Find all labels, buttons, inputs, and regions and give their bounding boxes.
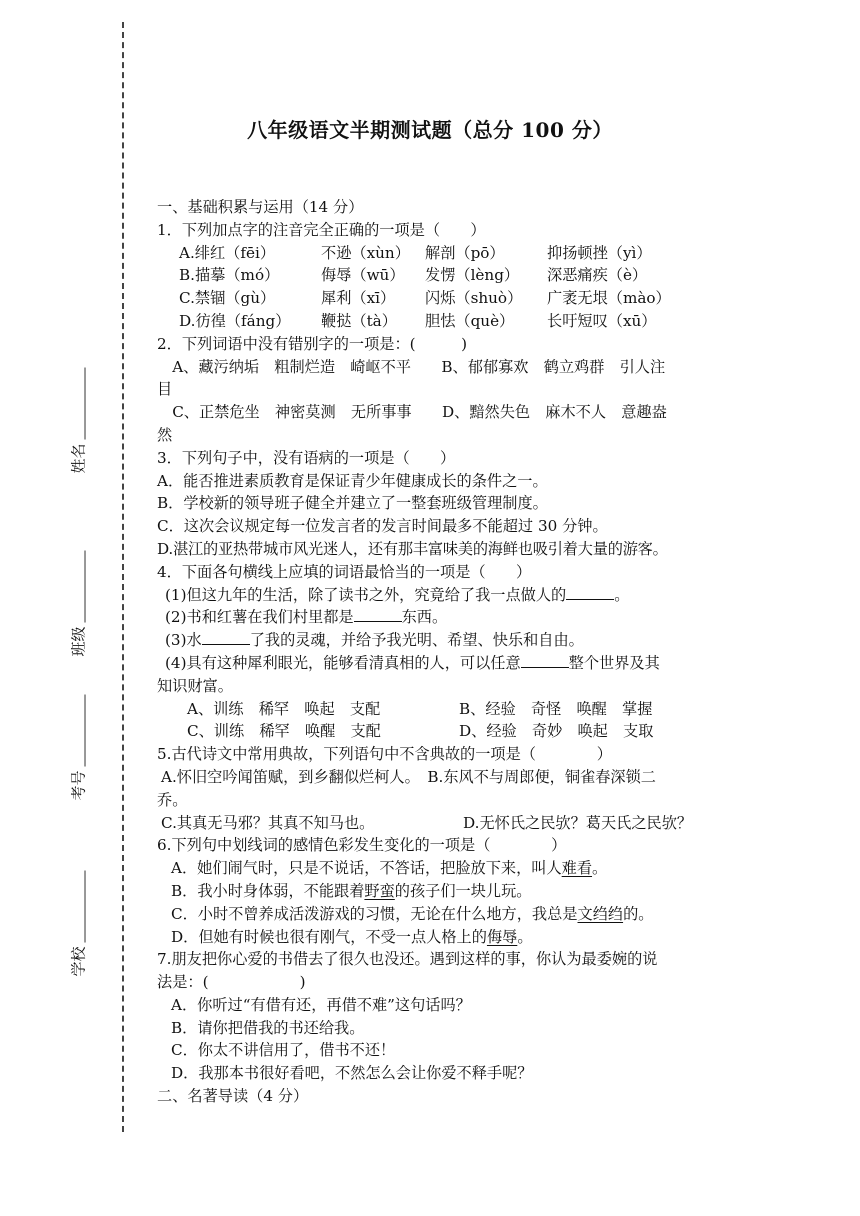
q4-option-a: A、训练 稀罕 唤起 支配	[187, 699, 381, 718]
name-field[interactable]	[48, 365, 108, 475]
q6-option-b: B．我小时身体弱，不能跟着野蛮的孩子们一块儿玩。	[171, 881, 532, 900]
q2-stem: 2．下列词语中没有错别字的一项是：( )	[157, 334, 468, 353]
q5-option-ab-cont: 乔。	[157, 790, 188, 809]
name-blank[interactable]	[71, 367, 86, 439]
section1-heading: 一、基础积累与运用（14 分）	[157, 198, 364, 216]
q3-option-c: C．这次会议规定每一位发言者的发言时间最多不能超过 30 分钟。	[157, 517, 608, 536]
q1-option-b: B.描摹（mó） 侮辱（wū） 发愣（lèng） 深恶痛疾（è）	[179, 266, 648, 285]
school-label: 学校	[69, 945, 88, 977]
q4-blank-3	[202, 629, 250, 645]
q2-option-cd: C、正禁危坐 神密莫测 无所事事 D、黯然失色 麻木不人 意趣盎	[157, 403, 667, 422]
q4-options-cd	[157, 720, 735, 743]
q4-stem: 4．下面各句横线上应填的词语最恰当的一项是（ ）	[157, 562, 532, 581]
exam-number-label: 考号	[69, 769, 88, 801]
q4-sentence-3: (3)水 了我的灵魂，并给予我光明、希望、快乐和自由。	[165, 631, 584, 650]
q7-stem: 7.朋友把你心爱的书借去了很久也没还。遇到这样的事，你认为最委婉的说	[157, 950, 658, 969]
q4-sentence-4: (4)具有这种犀利眼光，能够看清真相的人，可以任意 整个世界及其	[165, 653, 660, 672]
section2-heading: 二、名著导读（4 分）	[157, 1087, 309, 1106]
q4-sentence-4-cont: 知识财富。	[157, 676, 233, 695]
q4-option-b: B、经验 奇怪 唤醒 掌握	[459, 699, 653, 718]
q4-option-c: C、训练 稀罕 唤醒 支配	[187, 722, 381, 741]
q4-blank-1	[566, 584, 614, 600]
q4-sentence-2: (2)书和红薯在我们村里都是 东西。	[165, 608, 448, 627]
exam-number-blank[interactable]	[71, 694, 86, 766]
q6-option-c: C．小时不曾养成活泼游戏的习惯，无论在什么地方，我总是文绉绉的。	[171, 904, 654, 923]
q1-option-c: C.禁锢（gù） 犀利（xī） 闪烁（shuò） 广袤无垠（mào）	[179, 289, 671, 308]
q7-stem-cont: 法是：( )	[157, 973, 306, 992]
q4-options-ab	[157, 698, 735, 721]
q2-option-ab-cont: 目	[157, 380, 173, 399]
class-field[interactable]	[48, 548, 108, 658]
binding-dashed-line	[122, 22, 124, 1132]
q3-option-a: A．能否推进素质教育是保证青少年健康成长的条件之一。	[157, 471, 548, 490]
exam-number-field[interactable]	[48, 692, 108, 802]
q5-options-cd	[157, 812, 735, 835]
q6-stem: 6.下列句中划线词的感情色彩发生变化的一项是（ ）	[157, 836, 567, 855]
q5-option-d: D.无怀氏之民欤？葛天氏之民欤？	[463, 813, 693, 832]
q1-stem: 1．下列加点字的注音完全正确的一项是（ ）	[157, 220, 486, 239]
name-label: 姓名	[69, 442, 88, 474]
q3-option-d: D.湛江的亚热带城市风光迷人，还有那丰富味美的海鲜也吸引着大量的游客。	[157, 539, 668, 558]
school-field[interactable]	[48, 868, 108, 978]
q1-option-d: D.彷徨（fáng） 鞭挞（tà） 胆怯（què） 长吁短叹（xū）	[179, 311, 657, 330]
q4-sentence-1: (1)但这九年的生活，除了读书之外，究竟给了我一点做人的 。	[165, 585, 630, 604]
exam-content	[157, 196, 735, 1108]
q7-option-b: B．请你把借我的书还给我。	[171, 1018, 365, 1037]
q6-option-a: A．她们闹气时，只是不说话，不答话，把脸放下来，叫人难看。	[171, 859, 608, 878]
q7-option-c: C．你太不讲信用了，借书不还！	[171, 1041, 396, 1060]
q2-option-cd-cont: 然	[157, 425, 173, 444]
q7-option-a: A．你听过“有借有还，再借不难”这句话吗？	[171, 995, 471, 1014]
q2-option-ab: A、藏污纳垢 粗制烂造 崎岖不平 B、郁郁寡欢 鹤立鸡群 引人注	[157, 357, 666, 376]
q5-option-ab: A.怀旧空吟闻笛赋，到乡翻似烂柯人。 B.东风不与周郎便，铜雀春深锁二	[161, 767, 656, 786]
q3-option-b: B．学校新的领导班子健全并建立了一整套班级管理制度。	[157, 494, 548, 513]
q5-stem: 5.古代诗文中常用典故，下列语句中不含典故的一项是（ ）	[157, 745, 612, 764]
q3-stem: 3．下列句子中，没有语病的一项是（ ）	[157, 448, 456, 467]
q5-option-c: C.其真无马邪？其真不知马也。	[161, 813, 375, 832]
school-blank[interactable]	[71, 870, 86, 942]
class-label: 班级	[69, 625, 88, 657]
q4-option-d: D、经验 奇妙 唤起 支取	[459, 722, 654, 741]
page-title: 八年级语文半期测试题（总分 100 分）	[247, 118, 613, 142]
q7-option-d: D．我那本书很好看吧，不然怎么会让你爱不释手呢？	[171, 1064, 533, 1083]
q1-option-a: A.绯红（fēi） 不逊（xùn） 解剖（pō） 抑扬顿挫（yì）	[179, 243, 652, 262]
q4-blank-2	[354, 606, 402, 622]
class-blank[interactable]	[71, 550, 86, 622]
q6-option-d: D．但她有时候也很有刚气，不受一点人格上的侮辱。	[171, 927, 533, 946]
q4-blank-4	[521, 652, 569, 668]
